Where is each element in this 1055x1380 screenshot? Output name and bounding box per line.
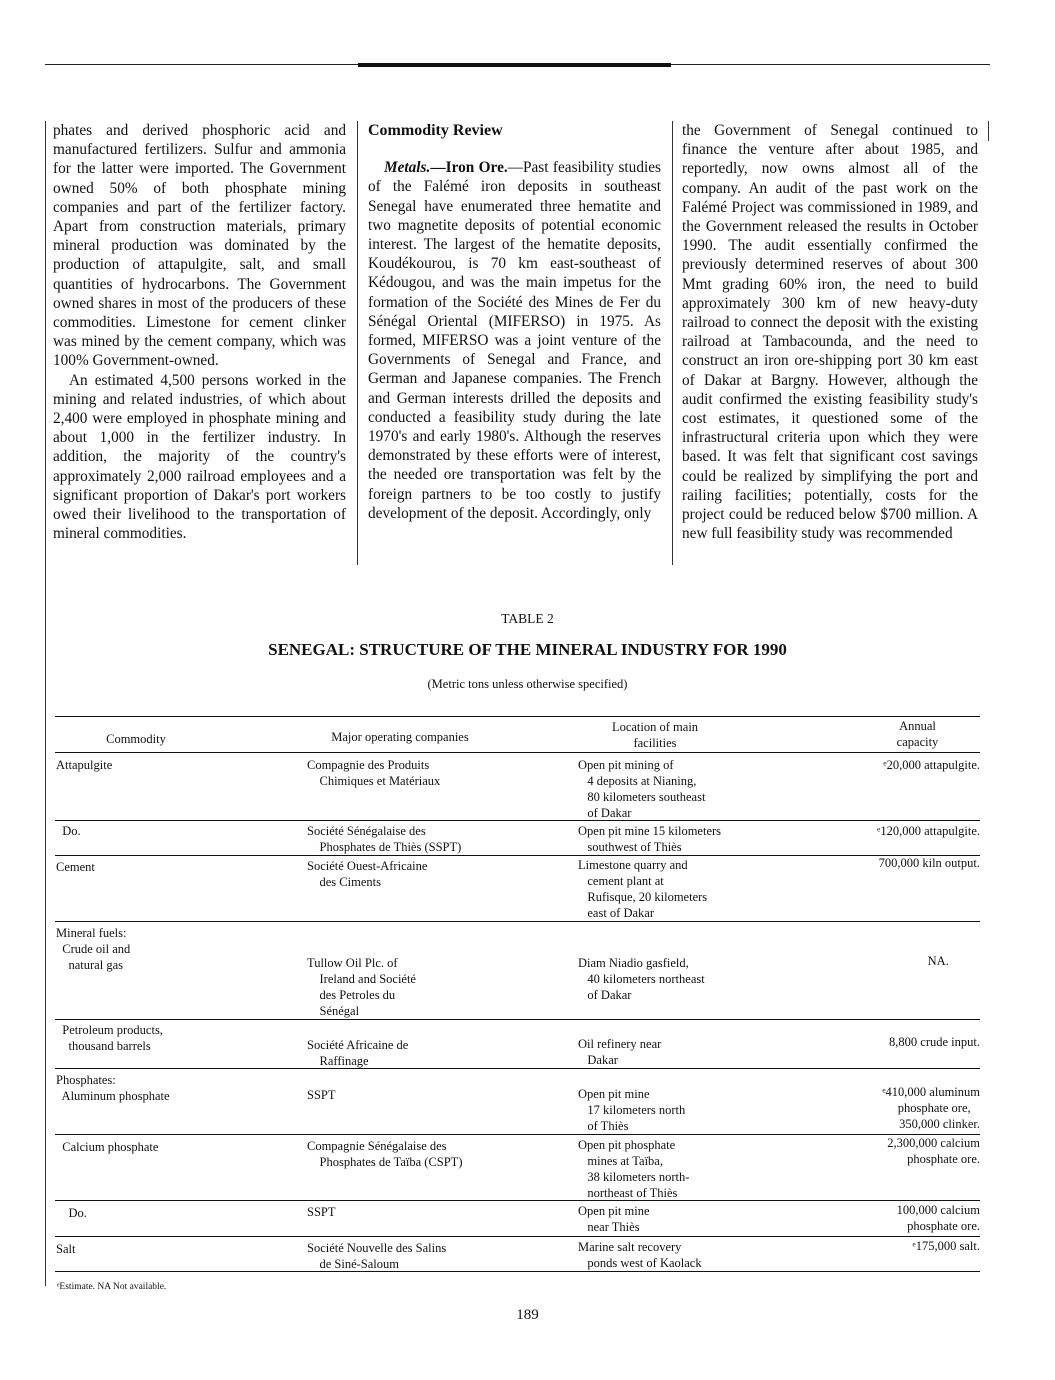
paragraph <box>368 158 661 523</box>
cell-location: Marine salt recovery ponds west of Kaolack <box>578 1240 702 1270</box>
subsection-heading: Metals. <box>384 159 431 177</box>
column-header-companies: Major operating companies <box>331 730 469 744</box>
cell-location: Open pit mine 17 kilometers north of Thiès <box>578 1087 686 1133</box>
paragraph: the Government of Senegal continued to finance the venture after about 1985, and reportedly, now owns almost all of the company. An audit of the past work on the Falémé Project was commissioned in 1989, and the Government released the results in October 1990. The audit essentially confirmed the previously determined reserves of about 300 Mmt grading 60% iron, the need to build approximately 300 km of new heavy-duty railroad to connect the deposit with the existing railroad at Tambacounda, and the need to construct an iron ore-shipping port 30 km east of Dakar at Bargny. However, although the audit confirmed the existing feasibility study's cost estimates, it questioned some of the infrastructural criteria upon which they were based. It was felt that significant cost savings could be realized by simplifying the port and railing facilities; potentially, costs for the project could be reduced below $700 million. A new full feasibility study was recommended <box>682 122 978 543</box>
cell-location: Open pit phosphate mines at Taïba, 38 kilometers north- northeast of Thiès <box>578 1138 690 1200</box>
cell-capacity: NA. <box>927 954 949 968</box>
paragraph: An estimated 4,500 persons worked in the mining and related industries, of which about 2,400 were employed in phosphate mining and about 1,000 in the fertilizer industry. In addition, the majority of the country's approximately 2,000 railroad employees and a significant proportion of Dakar's port workers owed their livelihood to the transportation of mineral commodities. <box>53 371 346 543</box>
cell-company: Compagnie Sénégalaise des Phosphates de Taïba (CSPT) <box>307 1139 463 1169</box>
right-margin-rule <box>988 121 989 141</box>
cell-company: Tullow Oil Plc. of Ireland and Société des Petroles du Sénégal <box>307 956 416 1018</box>
cell-company: Société Nouvelle des Salins de Siné-Saloum <box>307 1241 447 1271</box>
cell-location: Limestone quarry and cement plant at Rufisque, 20 kilometers east of Dakar <box>578 858 708 920</box>
top-rule-accent <box>358 63 671 67</box>
cell-capacity: 700,000 kiln output. <box>878 856 980 870</box>
cell-commodity: Attapulgite <box>56 758 113 772</box>
cell-location: Diam Niadio gasfield, 40 kilometers northeast of Dakar <box>578 956 705 1002</box>
cell-company: SSPT <box>307 1088 336 1102</box>
page-number: 189 <box>516 1307 539 1323</box>
cell-capacity: ᵉ410,000 aluminum phosphate ore, 350,000 clinker. <box>882 1085 980 1131</box>
cell-location: Oil refinery near Dakar <box>578 1037 662 1067</box>
table-label: TABLE 2 <box>501 611 554 626</box>
table-top-rule <box>55 716 980 717</box>
row-rule <box>55 1236 980 1237</box>
cell-capacity: ᵉ120,000 attapulgite. <box>877 824 980 838</box>
row-rule <box>55 921 980 922</box>
cell-capacity: ᵉ175,000 salt. <box>912 1239 980 1253</box>
text-column-2 <box>368 121 661 523</box>
row-rule <box>55 1134 980 1135</box>
cell-commodity: Phosphates: Aluminum phosphate <box>56 1073 170 1103</box>
paragraph: phates and derived phosphoric acid and manufactured fertilizers. Sulfur and ammonia for the latter were imported. The Government owned 50% of both phosphate mining companies and part of the fertilizer factory. Apart from construction materials, primary mineral production was dominated by the production of attapulgite, salt, and small quantities of hydrocarbons. The Government owned shares in most of the producers of these commodities. Limestone for cement clinker was mined by the cement company, which was 100% Government-owned. <box>53 122 346 370</box>
table-title: SENEGAL: STRUCTURE OF THE MINERAL INDUSTRY FOR 1990 <box>268 640 787 659</box>
table-bottom-rule <box>55 1271 980 1272</box>
cell-capacity: 100,000 calcium phosphate ore. <box>896 1203 980 1233</box>
left-margin-rule <box>45 121 46 1286</box>
cell-capacity: ᵉ20,000 attapulgite. <box>883 758 980 772</box>
row-rule <box>55 1019 980 1020</box>
cell-commodity: Petroleum products, thousand barrels <box>62 1023 163 1053</box>
cell-commodity: Mineral fuels: Crude oil and natural gas <box>56 926 131 972</box>
table-header-rule <box>55 752 980 753</box>
row-rule <box>55 1200 980 1201</box>
column-header-commodity: Commodity <box>106 732 166 746</box>
cell-commodity: Calcium phosphate <box>56 1140 159 1154</box>
cell-commodity: Do. <box>56 1206 87 1220</box>
text-column-1 <box>53 121 346 543</box>
cell-commodity: Do. <box>56 824 81 838</box>
text-column-3 <box>682 121 978 543</box>
cell-capacity: 2,300,000 calcium phosphate ore. <box>887 1136 980 1166</box>
section-heading: Commodity Review <box>368 122 503 139</box>
cell-company: Société Ouest-Africaine des Ciments <box>307 859 428 889</box>
cell-capacity: 8,800 crude input. <box>889 1035 980 1049</box>
column-rule-1 <box>357 121 358 565</box>
cell-company: Société Sénégalaise des Phosphates de Thiès (SSPT) <box>307 824 462 854</box>
column-rule-2 <box>672 121 673 565</box>
cell-company: Compagnie des Produits Chimiques et Matériaux <box>307 758 441 788</box>
cell-company: SSPT <box>307 1205 336 1219</box>
cell-location: Open pit mining of 4 deposits at Nianing, 80 kilometers southeast of Dakar <box>578 758 706 820</box>
cell-commodity: Cement <box>56 860 95 874</box>
subsection-subheading: —Iron Ore. <box>430 159 508 177</box>
cell-commodity: Salt <box>56 1242 76 1256</box>
row-rule <box>55 1068 980 1069</box>
table-subtitle: (Metric tons unless otherwise specified) <box>427 677 628 691</box>
cell-location: Open pit mine 15 kilometers southwest of Thiès <box>578 824 722 854</box>
table-footnote: ᵉEstimate. NA Not available. <box>57 1282 167 1292</box>
paragraph-text: —Past feasibility studies of the Falémé iron deposits in southeast Senegal have enumerated three hematite and two magnetite deposits of potential economic interest. The largest of the hematite deposits, Koudékourou, is 70 km east-southeast of Kédougou, and was the main impetus for the formation of the Société des Mines de Fer du Sénégal Oriental (MIFERSO) in 1975. As formed, MIFERSO was a joint venture of the Governments of Senegal and France, and German and Japanese companies. The French and German interests drilled the deposits and conducted a feasibility study during the late 1970's and early 1980's. Although the reserves demonstrated by these efforts were of interest, the needed ore transportation was felt by the foreign partners to be too costly to justify development of the deposit. Accordingly, only <box>368 159 661 522</box>
cell-company: Société Africaine de Raffinage <box>307 1038 409 1068</box>
column-header-location: Location of main facilities <box>611 720 699 750</box>
row-rule <box>55 820 980 821</box>
row-rule <box>55 855 980 856</box>
cell-location: Open pit mine near Thiès <box>578 1204 650 1234</box>
column-header-capacity: Annual capacity <box>896 719 939 749</box>
